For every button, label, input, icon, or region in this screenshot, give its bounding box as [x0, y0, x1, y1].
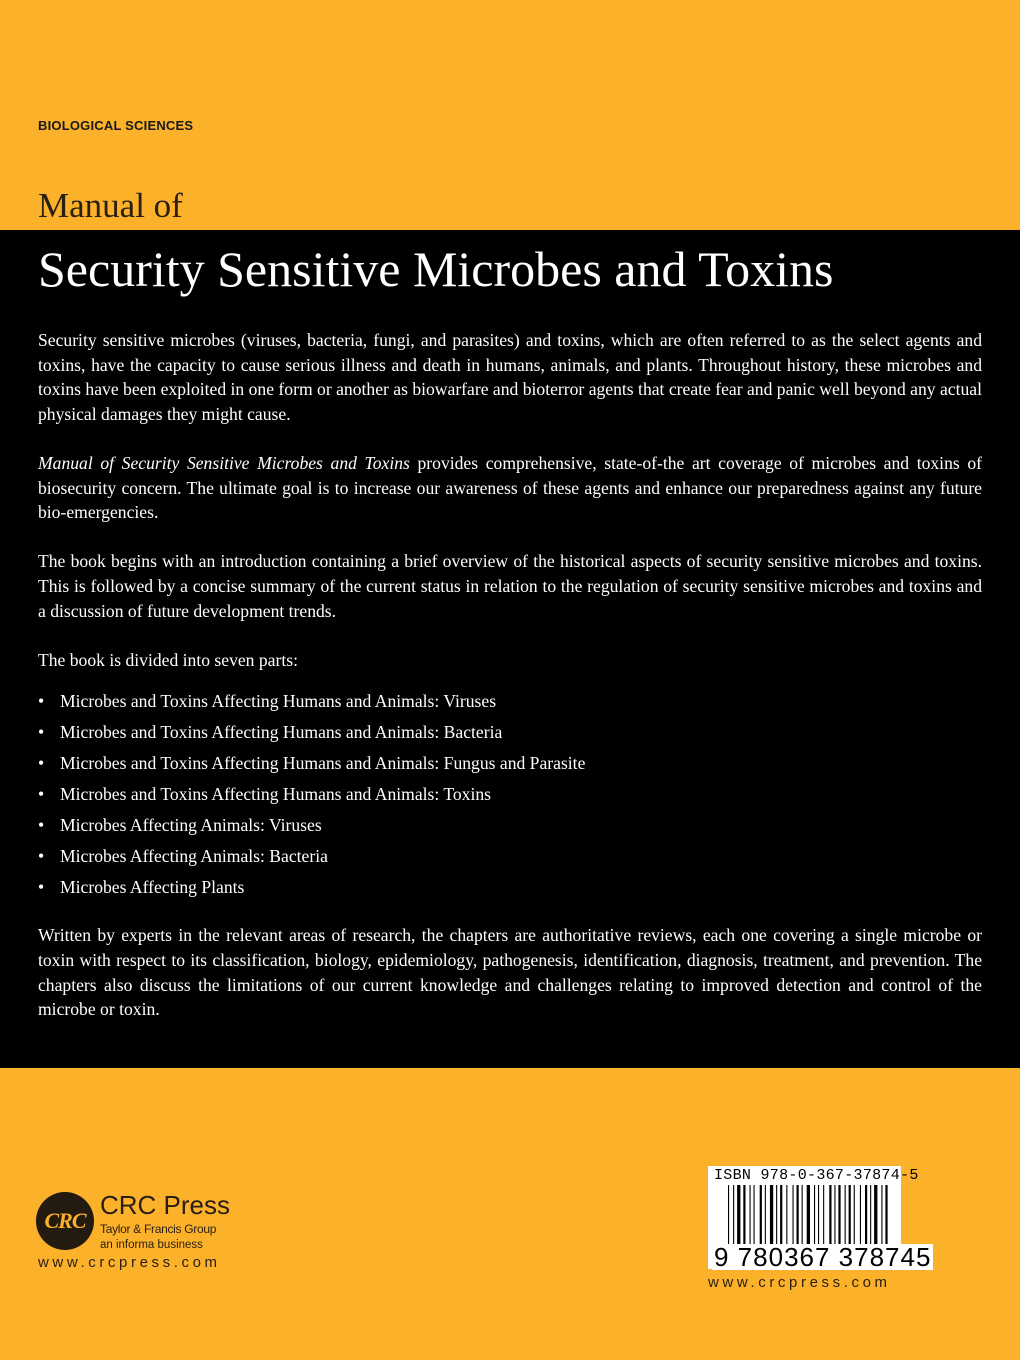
list-item: • Microbes and Toxins Affecting Humans and Animals: Toxins — [38, 782, 982, 813]
isbn-text: ISBN 978-0-367-37874-5 — [714, 1167, 919, 1184]
publisher-business: an informa business — [100, 1239, 203, 1251]
title-prefix: Manual of — [38, 186, 183, 225]
list-item: • Microbes and Toxins Affecting Humans and Animals: Viruses — [38, 689, 982, 720]
list-item: • Microbes and Toxins Affecting Humans and Animals: Fungus and Parasite — [38, 751, 982, 782]
crc-logo-icon: CRC — [36, 1192, 94, 1250]
category-label: BIOLOGICAL SCIENCES — [38, 118, 194, 133]
italic-title: Manual of Security Sensitive Microbes and Toxins — [38, 452, 410, 473]
parts-list — [38, 689, 982, 906]
book-title: Security Sensitive Microbes and Toxins — [38, 241, 834, 297]
paragraph: Security sensitive microbes (viruses, bacteria, fungi, and parasites) and toxins, which are often referred to as the select agents and toxins, have the capacity to cause serious illness and death in humans, animals, and plants. Throughout history, these microbes and toxins have been exploited in one form or another as biowarfare and bioterror agents that create fear and panic well beyond any actual physical damages they might cause. — [38, 330, 982, 424]
paragraph: The book is divided into seven parts: — [38, 649, 298, 670]
paragraph: Manual of Security Sensitive Microbes and Toxins provides comprehensive, state-of-the art coverage of microbes and toxins of biosecurity concern. The ultimate goal is to increase our awareness of these agents and enhance our preparedness against any future bio-emergencies. — [38, 452, 982, 523]
publisher-url: www.crcpress.com — [38, 1254, 221, 1271]
description-band — [0, 230, 1020, 1068]
barcode-number: 9 780367 378745 — [714, 1242, 932, 1272]
description — [38, 328, 982, 1046]
paragraph: The book begins with an introduction containing a brief overview of the historical aspects of security sensitive microbes and toxins. This is followed by a concise summary of the current status in relation to the regulation of security sensitive microbes and toxins and a discussion of future development trends. — [38, 551, 982, 621]
list-item: • Microbes Affecting Plants — [38, 875, 982, 906]
list-item: • Microbes and Toxins Affecting Humans and Animals: Bacteria — [38, 720, 982, 751]
url-right: www.crcpress.com — [708, 1274, 891, 1291]
list-item: • Microbes Affecting Animals: Viruses — [38, 813, 982, 844]
publisher-group: Taylor & Francis Group — [100, 1222, 217, 1236]
publisher-name: CRC Press — [100, 1190, 231, 1220]
isbn-barcode — [708, 1166, 932, 1272]
list-item: • Microbes Affecting Animals: Bacteria — [38, 844, 982, 875]
paragraph: Written by experts in the relevant areas of research, the chapters are authoritative reviews, each one covering a single microbe or toxin with respect to its classification, biology, epidemiology, pathogenesis, identification, diagnosis, treatment, and prevention. The chapters also discuss the limitations of our current knowledge and challenges relating to improved detection and control of the microbe or toxin. — [38, 925, 982, 1020]
